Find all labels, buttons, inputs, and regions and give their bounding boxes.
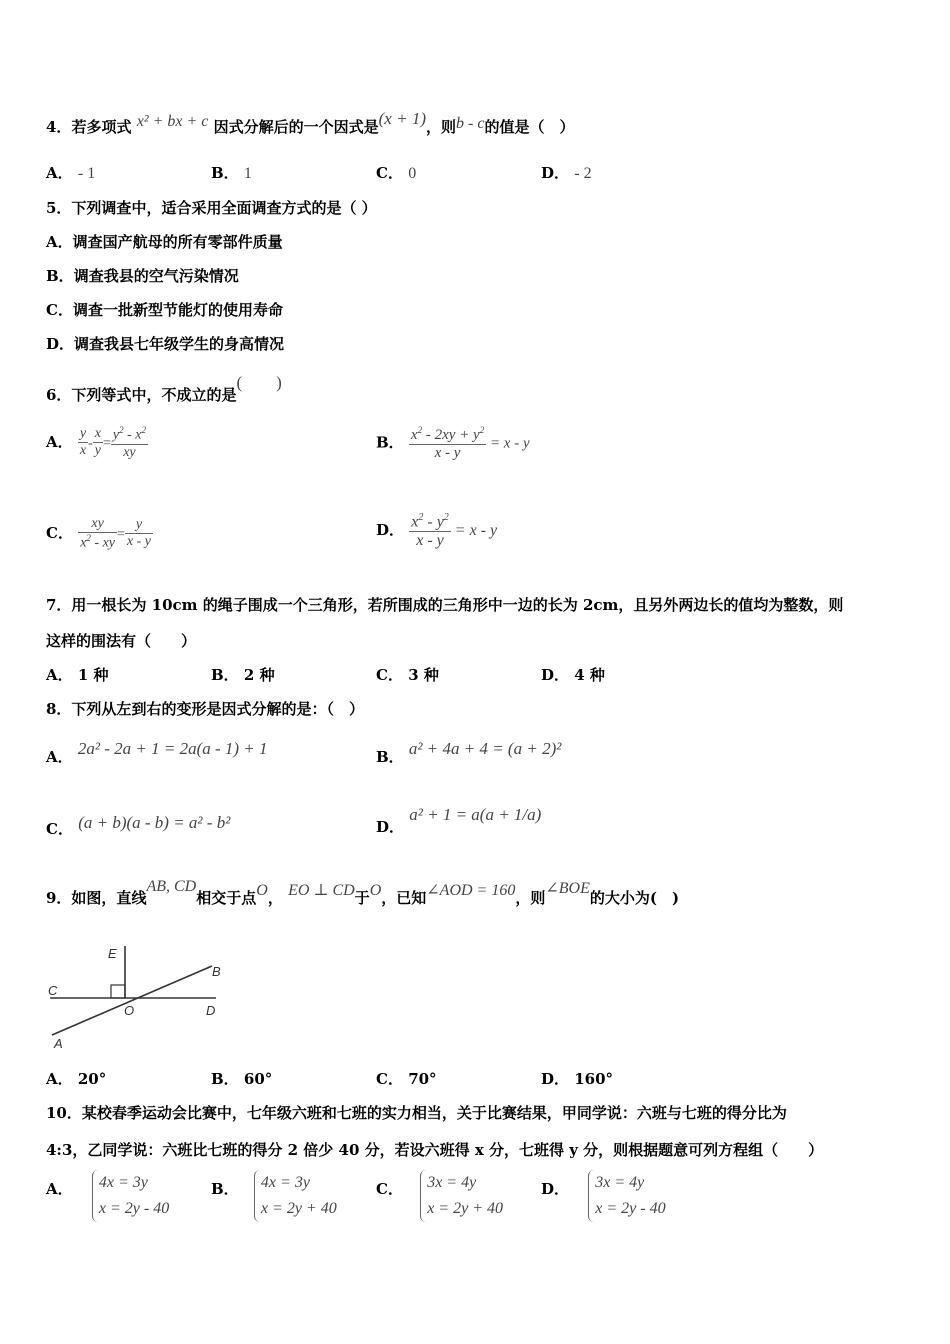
q9-label-d: D (206, 1003, 216, 1018)
q9-option-b[interactable]: B． 60° (211, 1070, 273, 1088)
q8-option-a[interactable]: A． 2a² - 2a + 1 = 2a(a - 1) + 1 (46, 739, 268, 766)
q9-target-angle: ∠BOE (545, 880, 590, 897)
q6-option-d[interactable]: D． $\frac{x^2 - y^2}{x - y}$ = x - y (376, 512, 498, 550)
q9-label-c: C (48, 983, 58, 998)
q4-option-a[interactable]: A． - 1 (46, 164, 96, 182)
q7-stem-line1: 7．用一根长为 10cm 的绳子围成一个三角形，若所围成的三角形中一边的长为 2cm，且另外两边长的值均为整数，则 (46, 596, 844, 614)
q9-lines: AB, CD (146, 878, 197, 895)
q9-option-c[interactable]: C． 70° (376, 1070, 437, 1088)
q5-stem: 5．下列调查中，适合采用全面调查方式的是（ ） (46, 199, 377, 217)
q9-label-e: E (108, 946, 117, 961)
q8-stem: 8．下列从左到右的变形是因式分解的是：（ ） (46, 700, 364, 718)
q9-option-a[interactable]: A． 20° (46, 1070, 107, 1088)
q4-stem: 4．若多项式 x² + bx + c 因式分解后的一个因式是(x + 1)，则b - c的值是（ ） (46, 109, 575, 136)
q5-option-c[interactable]: C．调查一批新型节能灯的使用寿命 (46, 301, 283, 319)
q5-option-a[interactable]: A．调查国产航母的所有零部件质量 (46, 233, 283, 251)
q9-given-angle: ∠AOD = 160 (426, 882, 516, 899)
q7-option-c[interactable]: C． 3 种 (376, 666, 439, 684)
q7-stem-line2: 这样的围法有（ ） (46, 632, 197, 650)
q4-option-b[interactable]: B． 1 (211, 164, 252, 182)
q8-option-c[interactable]: C． (a + b)(a - b) = a² - b² (46, 813, 231, 838)
q8-option-b[interactable]: B． a² + 4a + 4 = (a + 2)² (376, 739, 562, 766)
q7-option-a[interactable]: A． 1 种 (46, 666, 109, 684)
q9-label-a: A (54, 1036, 63, 1051)
q9-line-ab (52, 966, 212, 1035)
q5-option-d[interactable]: D．调查我县七年级学生的身高情况 (46, 335, 285, 353)
q10-option-d[interactable]: D． 3x = 4y x = 2y - 40 (541, 1170, 666, 1222)
q9-label-b: B (212, 964, 221, 979)
q9-option-d[interactable]: D． 160° (541, 1070, 614, 1088)
q6-stem: 6．下列等式中，不成立的是( ) (46, 373, 282, 404)
q10-stem-line1: 10．某校春季运动会比赛中，七年级六班和七班的实力相当，关于比赛结果，甲同学说：六班与七班的得分比为 (46, 1104, 787, 1122)
q4-factor: (x + 1) (378, 109, 426, 128)
q7-option-b[interactable]: B． 2 种 (211, 666, 275, 684)
q6-option-b[interactable]: B． $\frac{x^2 - 2xy + y^2}{x - y}$ = x - y (376, 425, 530, 461)
q10-option-c[interactable]: C． 3x = 4y x = 2y + 40 (376, 1170, 503, 1222)
q9-right-angle-mark (111, 985, 125, 998)
q5-option-b[interactable]: B．调查我县的空气污染情况 (46, 267, 239, 285)
q10-option-b[interactable]: B． 4x = 3y x = 2y + 40 (211, 1170, 337, 1222)
q8-option-d[interactable]: D． a² + 1 = a(a + 1/a) (376, 805, 542, 836)
q4-option-d[interactable]: D． - 2 (541, 164, 592, 182)
q4-expression: b - c (456, 115, 485, 132)
q4-polynomial: x² + bx + c (136, 113, 209, 130)
q10-stem-line2: 4:3，乙同学说：六班比七班的得分 2 倍少 40 分，若设六班得 x 分，七班得 y 分，则根据题意可列方程组（ ） (46, 1141, 824, 1159)
q9-label-o: O (124, 1003, 135, 1018)
q7-option-d[interactable]: D． 4 种 (541, 666, 605, 684)
q10-option-a[interactable]: A． 4x = 3y x = 2y - 40 (46, 1170, 169, 1222)
q6-option-a[interactable]: A． $\frac{y}{x}$ - $\frac{x}{y}$ = $\frac{y^2 - x^2}{xy}$ (46, 425, 146, 460)
q9-figure (44, 938, 234, 1053)
q6-option-c[interactable]: C． $\frac{xy}{x^2 - xy}$ = $\frac{y}{x - y}$ (46, 516, 151, 551)
q4-number: 4． (46, 118, 72, 136)
q4-option-c[interactable]: C． 0 (376, 164, 417, 182)
q9-stem: 9．如图，直线AB, CD相交于点O， EO ⊥ CD于O，已知∠AOD = 160，则∠BOE的大小为( ) (46, 878, 680, 907)
